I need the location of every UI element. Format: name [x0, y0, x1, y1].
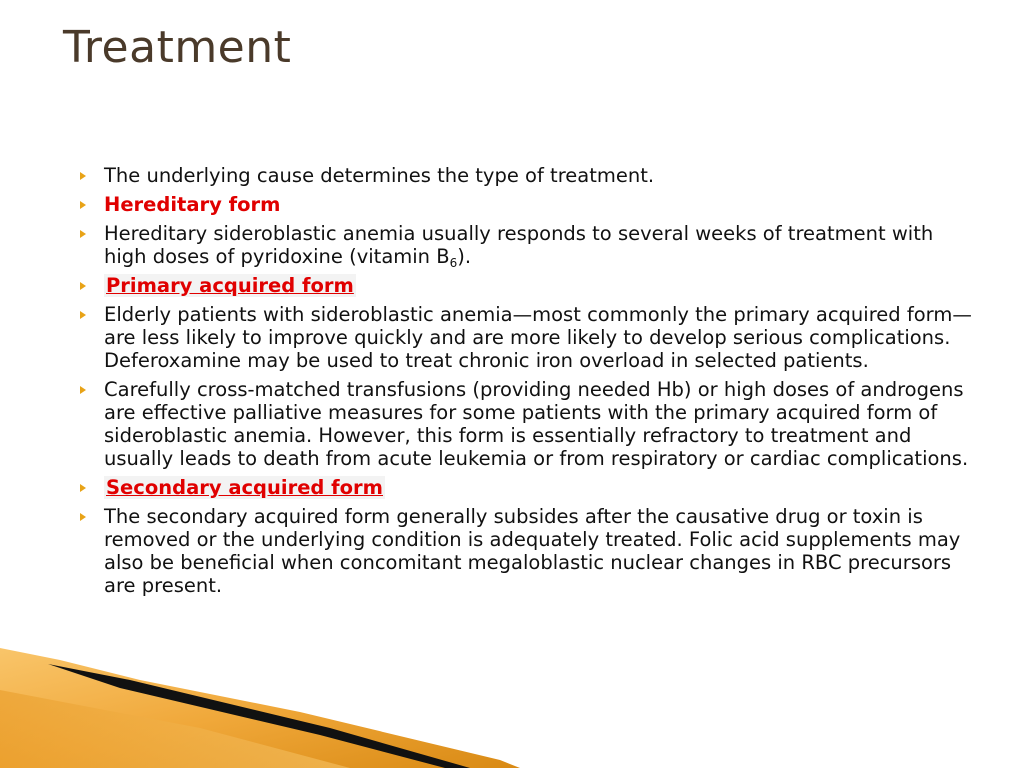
bullet-heading-primary-acquired [80, 274, 980, 297]
section-heading: Hereditary form [104, 193, 281, 216]
bullet-item [80, 222, 980, 268]
bullet-text: The secondary acquired form generally subsides after the causative drug or toxin is removed or the underlying condition is adequately treated. Folic acid supplements may also be beneficial when concomitant megaloblastic nuclear changes in RBC precursors are present. [104, 505, 961, 597]
bullet-text: Hereditary sideroblastic anemia usually responds to several weeks of treatment with high doses of pyridoxine (vitamin $B_6$). [104, 222, 934, 270]
triangle-right-icon [80, 230, 86, 238]
section-heading: Secondary acquired form [106, 476, 383, 499]
bullet-text: The underlying cause determines the type of treatment. [104, 164, 655, 187]
slide-title: Treatment [63, 22, 292, 73]
triangle-right-icon [80, 201, 86, 209]
triangle-right-icon [80, 484, 86, 492]
bullet-text: Elderly patients with sideroblastic anemia—most commonly the primary acquired form—are less likely to improve quickly and are more likely to develop serious complications. Deferoxamine may be used to treat chronic iron overload in selected patients. [104, 303, 972, 372]
bullet-heading-hereditary [80, 193, 980, 216]
subscript: 6 [449, 256, 458, 270]
section-heading: Primary acquired form [106, 274, 354, 297]
bullet-item [80, 378, 980, 470]
bullet-item [80, 303, 980, 372]
triangle-right-icon [80, 386, 86, 394]
bullet-item [80, 505, 980, 597]
triangle-right-icon [80, 172, 86, 180]
bullet-item [80, 164, 980, 187]
triangle-right-icon [80, 513, 86, 521]
triangle-right-icon [80, 311, 86, 319]
bullet-heading-secondary-acquired [80, 476, 980, 499]
bullet-text: Carefully cross-matched transfusions (providing needed Hb) or high doses of androgens are effective palliative measures for some patients with the primary acquired form of sideroblastic anemia. However, this form is essentially refractory to treatment and usually leads to death from acute leukemia or from respiratory or cardiac complications. [104, 378, 969, 470]
bullet-list [80, 164, 980, 603]
triangle-right-icon [80, 282, 86, 290]
